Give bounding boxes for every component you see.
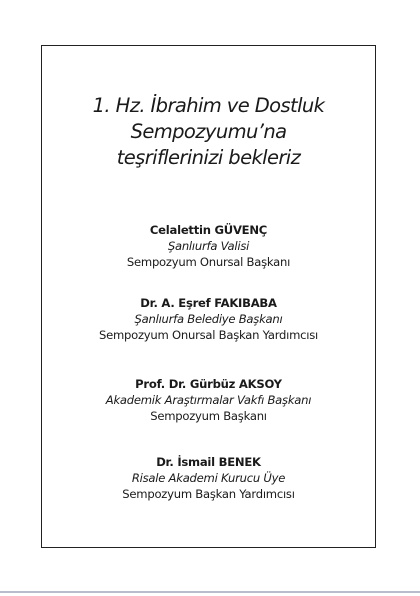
headline-line-2: Sempozyumu’na bbox=[130, 120, 287, 143]
host-role: Sempozyum Onursal Başkanı bbox=[126, 255, 291, 269]
headline-line-1: 1. Hz. İbrahim ve Dostluk bbox=[92, 94, 325, 117]
host-block-president bbox=[42, 376, 375, 424]
host-block-vice-president bbox=[42, 454, 375, 502]
host-role: Sempozyum Onursal Başkan Yardımcısı bbox=[98, 328, 319, 342]
host-role: Sempozyum Başkan Yardımcısı bbox=[122, 487, 295, 501]
headline-line-3: teşriflerinizi bekleriz bbox=[116, 146, 301, 169]
host-name: Dr. A. Eşref FAKIBABA bbox=[140, 296, 277, 310]
page-bottom-divider bbox=[0, 591, 420, 593]
invitation-card bbox=[41, 45, 376, 548]
host-title: Şanlıurfa Belediye Başkanı bbox=[134, 312, 283, 326]
host-name: Celalettin GÜVENÇ bbox=[149, 223, 268, 237]
host-block-governor bbox=[42, 222, 375, 270]
host-name: Prof. Dr. Gürbüz AKSOY bbox=[135, 377, 282, 391]
host-role: Sempozyum Başkanı bbox=[150, 409, 267, 423]
host-title: Akademik Araştırmalar Vakfı Başkanı bbox=[105, 393, 312, 407]
invitation-headline bbox=[42, 93, 375, 171]
host-block-mayor bbox=[42, 295, 375, 343]
host-title: Şanlıurfa Valisi bbox=[167, 239, 250, 253]
host-title: Risale Akademi Kurucu Üye bbox=[131, 471, 286, 485]
host-name: Dr. İsmail BENEK bbox=[156, 455, 261, 469]
